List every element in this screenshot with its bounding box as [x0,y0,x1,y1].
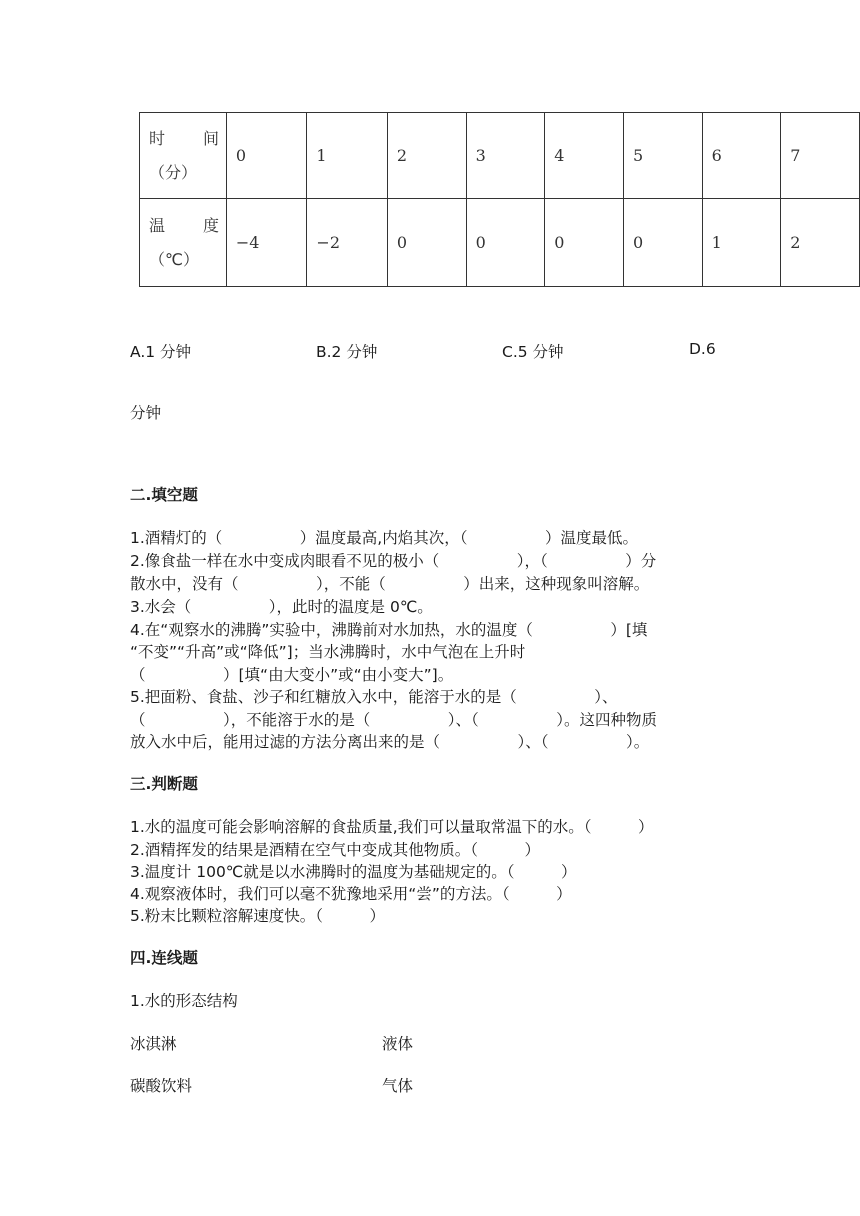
fill-blank-line: 放入水中后，能用过滤的方法分离出来的是（ ）、（ ）。 [130,733,650,751]
true-false-line: 2.酒精挥发的结果是酒精在空气中变成其他物质。（ ） [130,841,541,859]
header-char: 度 [202,215,219,235]
option-d-continuation: 分钟 [130,404,162,422]
fill-blank-line: 5.把面粉、食盐、沙子和红糖放入水中，能溶于水的是（ ）、 [130,688,618,706]
section-title-fill-blank: 二.填空题 [130,486,198,504]
table-cell: 0 [387,199,466,287]
section-title-true-false: 三.判断题 [130,775,198,793]
fill-blank-line: 散水中，没有（ ），不能（ ）出来，这种现象叫溶解。 [130,575,650,593]
option-a: A.1 分钟 [130,343,192,361]
option-c: C.5 分钟 [502,343,564,361]
header-char: 时 [149,128,166,148]
true-false-line: 4.观察液体时，我们可以毫不犹豫地采用“尝”的方法。（ ） [130,885,572,903]
fill-blank-line: 2.像食盐一样在水中变成肉眼看不见的极小（ ），（ ）分 [130,552,657,570]
option-d: D.6 [689,340,716,358]
table-row-time [140,113,860,199]
fill-blank-line: 3.水会（ ），此时的温度是 0℃。 [130,598,433,616]
header-unit: （分） [149,162,198,182]
matching-left-item: 碳酸饮料 [130,1077,193,1095]
table-cell: 0 [545,199,624,287]
option-b: B.2 分钟 [316,343,378,361]
table-cell: −2 [307,199,388,287]
section-title-matching: 四.连线题 [130,949,198,967]
table-cell: 1 [702,199,781,287]
table-cell: 4 [545,113,624,199]
table-cell: 5 [623,113,702,199]
header-char: 间 [202,128,219,148]
matching-right-item: 气体 [382,1077,414,1095]
row-header-time [140,113,227,199]
table-cell: −4 [226,199,307,287]
header-char: 温 [149,215,166,235]
true-false-line: 3.温度计 100℃就是以水沸腾时的温度为基础规定的。（ ） [130,863,577,881]
table-cell: 0 [623,199,702,287]
table-cell: 0 [226,113,307,199]
table-cell: 7 [781,113,860,199]
matching-right-item: 液体 [382,1035,414,1053]
table-cell: 2 [387,113,466,199]
fill-blank-line: （ ），不能溶于水的是（ ）、（ ）。这四种物质 [130,711,658,729]
header-unit: （℃） [149,249,199,269]
matching-left-item: 冰淇淋 [130,1035,177,1053]
table-cell: 3 [466,113,545,199]
table-cell: 6 [702,113,781,199]
true-false-line: 1.水的温度可能会影响溶解的食盐质量,我们可以量取常温下的水。（ ） [130,818,654,836]
row-header-temperature [140,199,227,287]
fill-blank-line: 1.酒精灯的（ ）温度最高,内焰其次，（ ）温度最低。 [130,529,638,547]
fill-blank-line: （ ）[填“由大变小”或“由小变大”]。 [130,666,454,684]
fill-blank-line: “不变”“升高”或“降低”]；当水沸腾时，水中气泡在上升时 [130,643,526,661]
table-row-temperature [140,199,860,287]
fill-blank-line: 4.在“观察水的沸腾”实验中，沸腾前对水加热，水的温度（ ）[填 [130,621,648,639]
table-cell: 0 [466,199,545,287]
data-table [139,112,860,287]
matching-question: 1.水的形态结构 [130,992,238,1010]
table-cell: 2 [781,199,860,287]
true-false-line: 5.粉末比颗粒溶解速度快。（ ） [130,907,386,925]
table-cell: 1 [307,113,388,199]
